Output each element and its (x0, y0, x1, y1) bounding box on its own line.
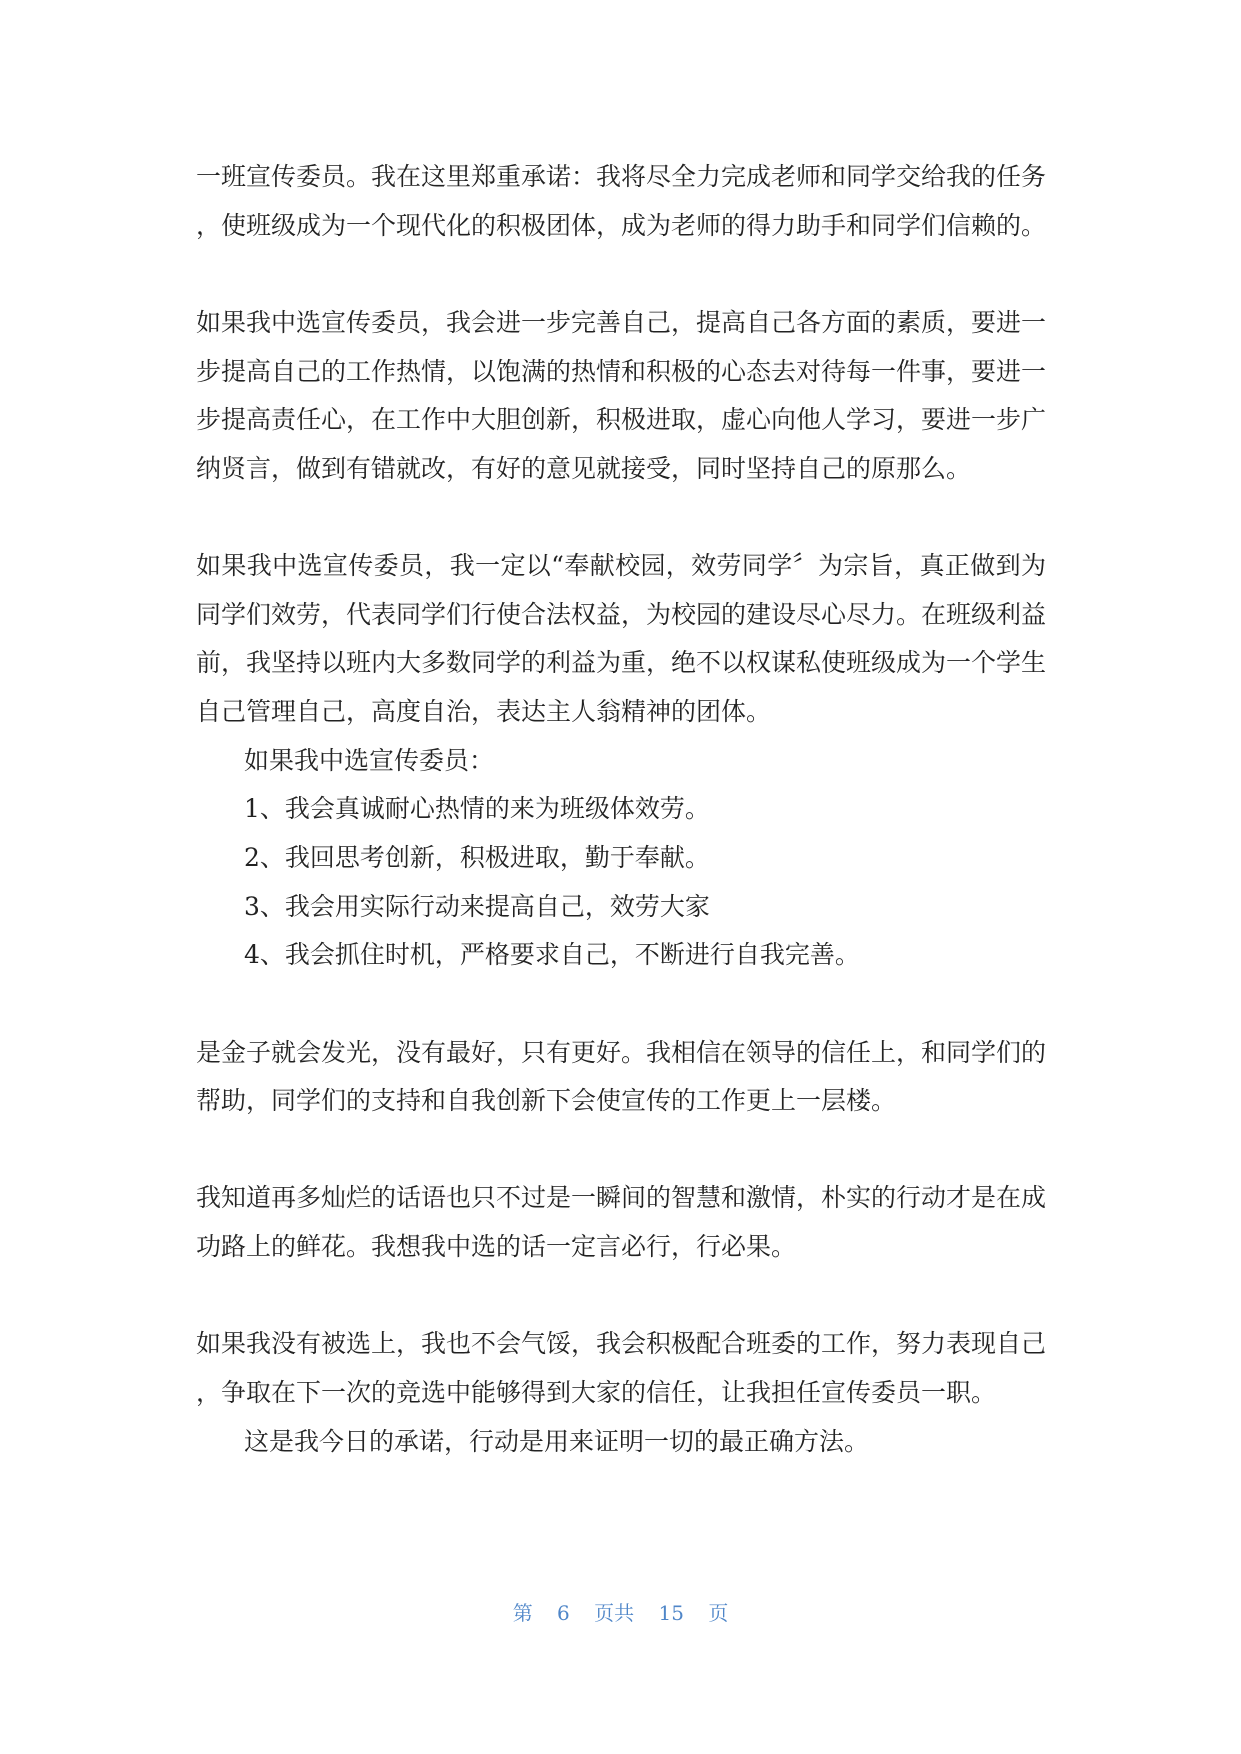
total-page-count: 15 (658, 1601, 684, 1625)
paragraph-line: 自己管理自己，高度自治，表达主人翁精神的团体。 (196, 697, 772, 727)
paragraph (196, 299, 1046, 494)
paragraph (196, 542, 1046, 737)
current-page-number: 6 (557, 1601, 570, 1625)
paragraph-line: 纳贤言，做到有错就改，有好的意见就接受，同时坚持自己的原那么。 (196, 453, 972, 483)
paragraph-line: ，使班级成为一个现代化的积极团体，成为老师的得力助手和同学们信赖的。 (196, 210, 1046, 240)
footer-middle: 页共 (594, 1601, 635, 1625)
paragraph-line: 如果我中选宣传委员，我一定以“奉献校园，效劳同学〞为宗旨，真正做到为 (196, 551, 1046, 581)
document-body (196, 153, 1046, 1466)
list-intro: 如果我中选宣传委员： (244, 745, 495, 775)
list-item: 4、我会抓住时机，严格要求自己，不断进行自我完善。 (244, 940, 860, 970)
closing-paragraph (196, 1418, 1046, 1467)
paragraph (196, 1174, 1046, 1271)
paragraph-line: 前，我坚持以班内大多数同学的利益为重，绝不以权谋私使班级成为一个学生 (196, 648, 1046, 678)
paragraph-line: 如果我没有被选上，我也不会气馁，我会积极配合班委的工作，努力表现自己 (196, 1329, 1046, 1359)
list-item: 3、我会用实际行动来提高自己，效劳大家 (244, 891, 710, 921)
paragraph-line: 功路上的鲜花。我想我中选的话一定言必行，行必果。 (196, 1232, 797, 1262)
paragraph-line: 步提高自己的工作热情，以饱满的热情和积极的心态去对待每一件事，要进一 (196, 356, 1046, 386)
page-number-footer (0, 1600, 1241, 1626)
paragraph-line: 是金子就会发光，没有最好，只有更好。我相信在领导的信任上，和同学们的 (196, 1037, 1046, 1067)
paragraph-line: 一班宣传委员。我在这里郑重承诺：我将尽全力完成老师和同学交给我的任务 (196, 162, 1046, 191)
paragraph (196, 153, 1046, 250)
footer-suffix: 页 (708, 1601, 729, 1625)
paragraph (196, 1320, 1046, 1417)
paragraph-line: 同学们效劳，代表同学们行使合法权益，为校园的建设尽心尽力。在班级利益 (196, 599, 1046, 629)
closing-line: 这是我今日的承诺，行动是用来证明一切的最正确方法。 (244, 1426, 870, 1456)
pledge-list (196, 737, 1046, 980)
paragraph-line: 步提高责任心，在工作中大胆创新，积极进取，虚心向他人学习，要进一步广 (196, 405, 1046, 435)
list-item: 2、我回思考创新，积极进取，勤于奉献。 (244, 842, 710, 872)
paragraph-line: ，争取在下一次的竞选中能够得到大家的信任，让我担任宣传委员一职。 (196, 1378, 997, 1408)
list-item: 1、我会真诚耐心热情的来为班级体效劳。 (244, 794, 710, 824)
paragraph-line: 帮助，同学们的支持和自我创新下会使宣传的工作更上一层楼。 (196, 1086, 897, 1116)
footer-prefix: 第 (512, 1601, 533, 1625)
paragraph (196, 1029, 1046, 1126)
paragraph-line: 我知道再多灿烂的话语也只不过是一瞬间的智慧和激情，朴实的行动才是在成 (196, 1183, 1046, 1213)
paragraph-line: 如果我中选宣传委员，我会进一步完善自己，提高自己各方面的素质，要进一 (196, 307, 1046, 337)
